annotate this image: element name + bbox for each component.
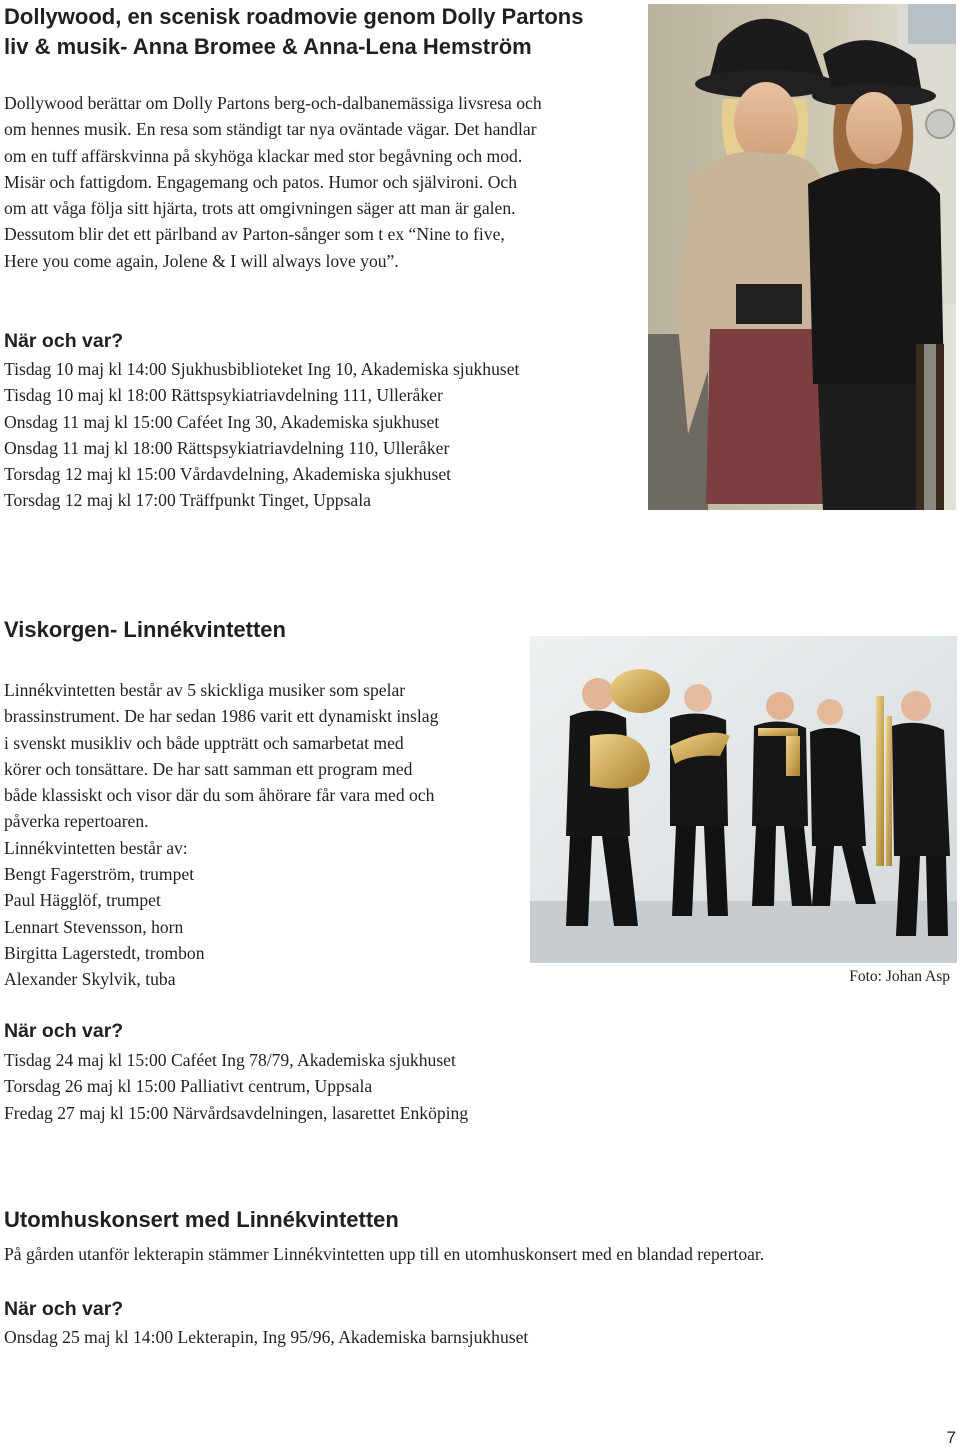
utomhuskonsert-schedule xyxy=(4,1324,528,1350)
text-line: Dollywood berättar om Dolly Partons berg-och-dalbanemässiga livsresa och xyxy=(4,93,542,113)
schedule-item: Tisdag 10 maj kl 18:00 Rättspsykiatriavdelning 111, Ulleråker xyxy=(4,385,443,406)
text-line: Linnékvintetten består av: xyxy=(4,837,188,858)
viskorgen-title: Viskorgen- Linnékvintetten xyxy=(4,617,286,642)
member-line: Alexander Skylvik, tuba xyxy=(4,969,176,990)
text-line: om en tuff affärskvinna på skyhöga klackar med stor begåvning och mod. xyxy=(4,145,523,166)
title-line: liv & musik- Anna Bromee & Anna-Lena Hemström xyxy=(4,34,532,59)
member-line: Bengt Fagerström, trumpet xyxy=(4,864,195,885)
text-line: Linnékvintetten består av 5 skickliga musiker som spelar xyxy=(4,680,406,700)
photo-caption: Foto: Johan Asp xyxy=(849,968,950,985)
quintet-photo-image xyxy=(530,636,957,963)
text-line: om hennes musik. En resa som ständigt tar nya oväntade vägar. Det handlar xyxy=(4,119,537,140)
dollywood-photo-image xyxy=(648,4,956,510)
viskorgen-schedule xyxy=(4,1047,468,1126)
dollywood-schedule xyxy=(4,356,519,514)
schedule-item: Onsdag 25 maj kl 14:00 Lekterapin, Ing 95/96, Akademiska barnsjukhuset xyxy=(4,1327,529,1347)
text-line: påverka repertoaren. xyxy=(4,811,149,832)
text-line: om att våga följa sitt hjärta, trots att omgivningen säger att man är galen. xyxy=(4,198,516,219)
schedule-item: Torsdag 12 maj kl 17:00 Träffpunkt Tinget, Uppsala xyxy=(4,490,371,511)
text-line: körer och tonsättare. De har satt samman ett program med xyxy=(4,758,413,779)
schedule-item: Tisdag 10 maj kl 14:00 Sjukhusbiblioteket Ing 10, Akademiska sjukhuset xyxy=(4,359,520,379)
page-number: 7 xyxy=(946,1428,956,1447)
schedule-item: Torsdag 12 maj kl 15:00 Vårdavdelning, Akademiska sjukhuset xyxy=(4,464,452,485)
quintet-photo xyxy=(530,636,957,963)
dollywood-title xyxy=(4,2,644,62)
member-line: Birgitta Lagerstedt, trombon xyxy=(4,942,205,963)
member-line: Lennart Stevensson, horn xyxy=(4,916,184,937)
viskorgen-description xyxy=(4,677,438,993)
text-line: Misär och fattigdom. Engagemang och patos. Humor och självironi. Och xyxy=(4,171,518,192)
title-line: Dollywood, en scenisk roadmovie genom Dolly Partons xyxy=(4,4,584,29)
utomhuskonsert-schedule-heading: När och var? xyxy=(4,1298,124,1320)
viskorgen-schedule-heading: När och var? xyxy=(4,1020,124,1042)
text-line: brassinstrument. De har sedan 1986 varit ett dynamiskt inslag xyxy=(4,706,439,727)
text-line: På gården utanför lekterapin stämmer Linnékvintetten upp till en utomhuskonsert med en blandad repertoar. xyxy=(4,1244,765,1264)
schedule-item: Fredag 27 maj kl 15:00 Närvårdsavdelningen, lasarettet Enköping xyxy=(4,1102,469,1123)
schedule-item: Onsdag 11 maj kl 15:00 Caféet Ing 30, Akademiska sjukhuset xyxy=(4,411,440,432)
dollywood-schedule-heading: När och var? xyxy=(4,330,124,352)
dollywood-description xyxy=(4,90,542,274)
dollywood-photo xyxy=(648,4,956,510)
text-line: Here you come again, Jolene & I will always love you”. xyxy=(4,250,399,271)
text-line: i svenskt musikliv och både uppträtt och samarbetat med xyxy=(4,732,404,753)
schedule-item: Tisdag 24 maj kl 15:00 Caféet Ing 78/79, Akademiska sjukhuset xyxy=(4,1050,456,1070)
text-line: både klassiskt och visor där du som åhörare får vara med och xyxy=(4,785,435,806)
schedule-item: Torsdag 26 maj kl 15:00 Palliativt centrum, Uppsala xyxy=(4,1076,373,1097)
utomhuskonsert-title: Utomhuskonsert med Linnékvintetten xyxy=(4,1207,399,1232)
member-line: Paul Hägglöf, trumpet xyxy=(4,890,161,911)
schedule-item: Onsdag 11 maj kl 18:00 Rättspsykiatriavdelning 110, Ulleråker xyxy=(4,437,450,458)
text-line: Dessutom blir det ett pärlband av Parton-sånger som t ex “Nine to five, xyxy=(4,224,505,245)
utomhuskonsert-description xyxy=(4,1241,764,1267)
